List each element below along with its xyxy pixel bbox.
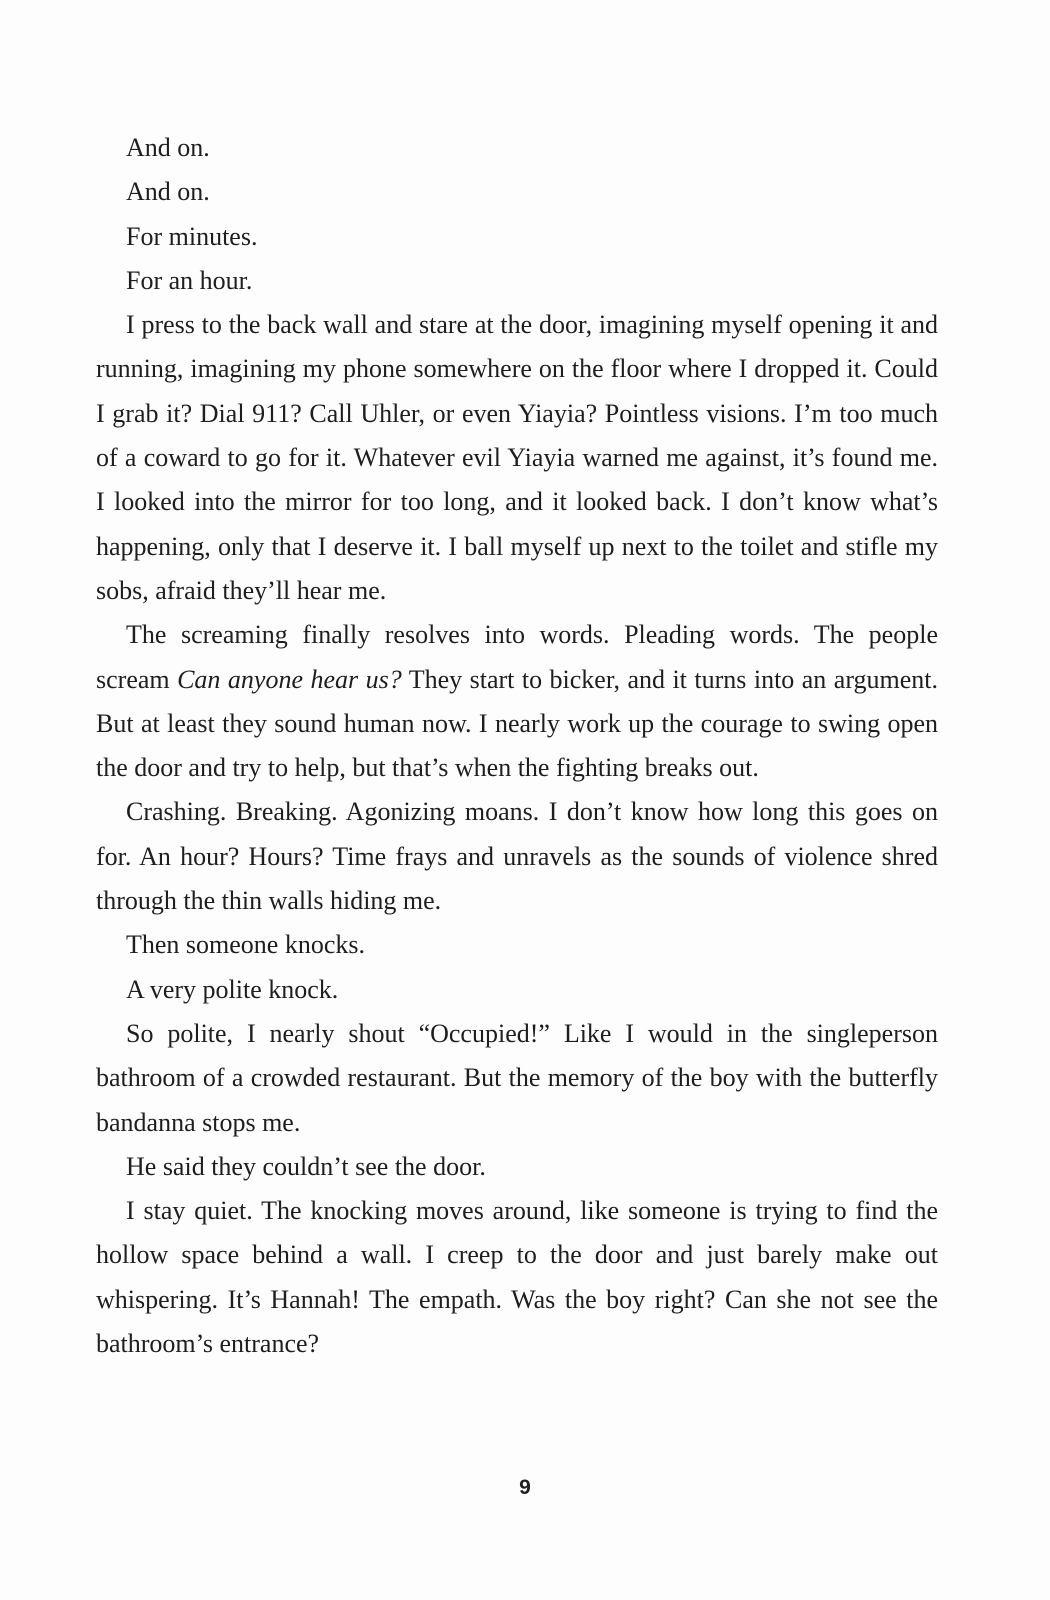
- body-text: [96, 126, 938, 1366]
- paragraph-and-on-2: And on.: [126, 177, 210, 207]
- paragraph-screaming-after: They start to bicker, and it turns into an argument. But at least they sound human now. I nearly work up the courage to swing open the door and try to help, but that’s when the fighting breaks out.: [96, 664, 938, 783]
- paragraph-back-wall: I press to the back wall and stare at the door, imagining myself opening it and running, imagining my phone somewhere on the floor where I dropped it. Could I grab it? Dial 911? Call Uhler, or even Yiayia? Pointless visions. I’m too much of a coward to go for it. Whatever evil Yiayia warned me against, it’s found me. I looked into the mirror for too long, and it looked back. I don’t know what’s happening, only that I deserve it. I ball myself up next to the toilet and stifle my sobs, afraid they’ll hear me.: [96, 310, 938, 605]
- paragraph-couldnt-see-door: He said they couldn’t see the door.: [126, 1151, 486, 1181]
- paragraph-stay-quiet: I stay quiet. The knocking moves around, like someone is trying to find the hollow space behind a wall. I creep to the door and just barely make out whispering. It’s Hannah! The empath. Was the boy right? Can she not see the bathroom’s entrance?: [96, 1196, 938, 1359]
- paragraph-someone-knocks: Then someone knocks.: [126, 930, 366, 960]
- paragraph-screaming: [96, 613, 938, 790]
- paragraph-and-on-1: And on.: [126, 133, 210, 162]
- paragraph-polite-knock: A very polite knock.: [126, 974, 339, 1004]
- paragraph-crashing: Crashing. Breaking. Agonizing moans. I don’t know how long this goes on for. An hour? Hours? Time frays and unravels as the sounds of violence shred through the thin walls hiding me.: [96, 797, 938, 916]
- paragraph-so-polite: So polite, I nearly shout “Occupied!” Like I would in the singleperson bathroom of a crowded restaurant. But the memory of the boy with the butterfly bandanna stops me.: [96, 1018, 938, 1137]
- page-number: 9: [519, 1476, 531, 1499]
- paragraph-for-an-hour: For an hour.: [126, 265, 253, 295]
- paragraph-for-minutes: For minutes.: [126, 221, 258, 251]
- paragraph-screaming-before: The screaming finally resolves into words. Pleading words. The people scream: [96, 620, 938, 694]
- italic-quote: Can anyone hear us?: [177, 664, 402, 694]
